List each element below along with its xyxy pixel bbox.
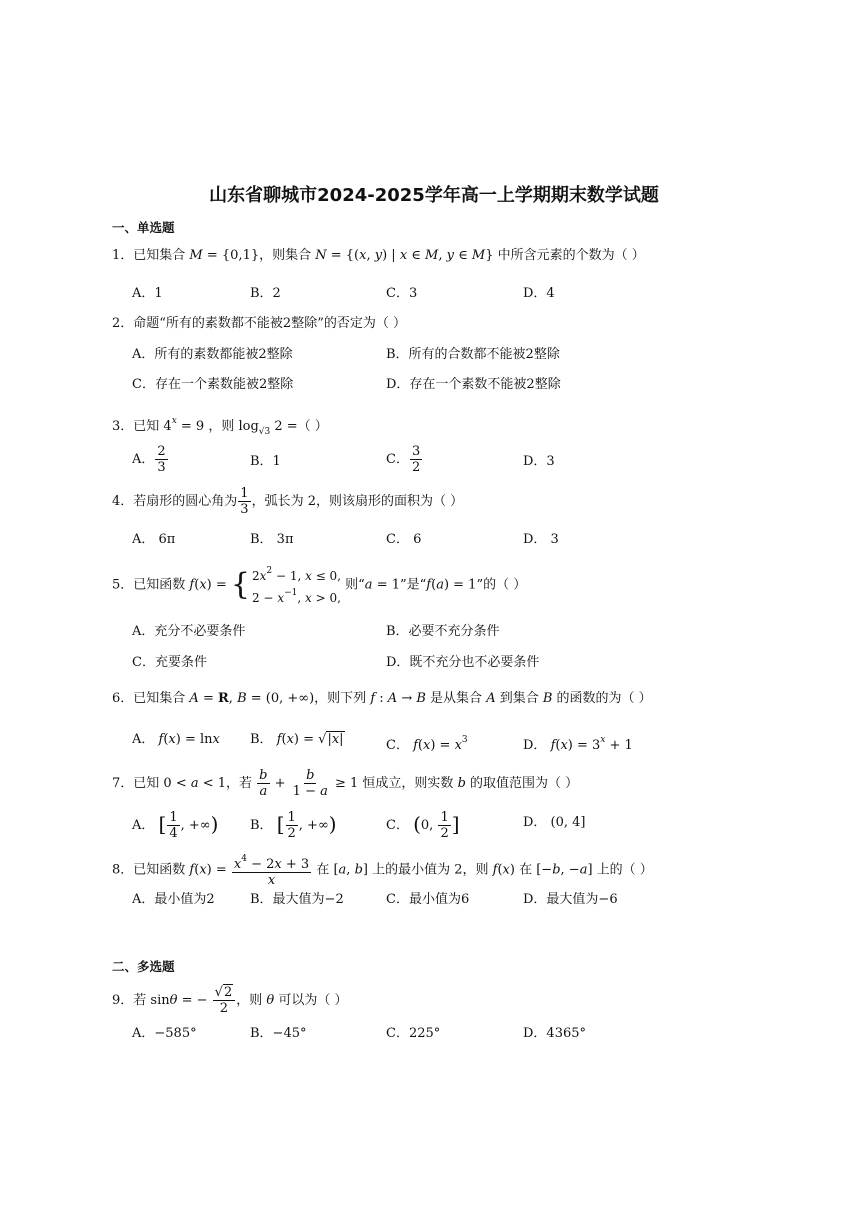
question-4-option-d: D． 3 xyxy=(523,532,559,547)
question-number: 1． xyxy=(112,248,134,263)
question-3-option-d: D．3 xyxy=(523,454,555,469)
question-number: 7． xyxy=(112,776,134,791)
question-4-option-c: C． 6 xyxy=(386,532,422,547)
question-9-option-d: D．4365° xyxy=(523,1026,587,1041)
question-5-option-b: B．必要不充分条件 xyxy=(386,624,500,639)
question-3-stem: 3．已知 $4^x = 9$ ，则 $\log_{√3} 2$ =（ ） xyxy=(112,416,328,437)
question-8-option-a: A．最小值为2 xyxy=(132,892,215,907)
question-3-option-a: A． $\frac{2}{3}$ xyxy=(132,444,166,475)
question-2-stem xyxy=(112,314,406,334)
question-8-option-b: B．最大值为−2 xyxy=(250,892,344,907)
question-2-option-b: B．所有的合数都不能被2整除 xyxy=(386,347,560,362)
question-5-stem: 5．已知函数 f(x) = { $2x^2 - 1$, x ≤ 0, $2 - x^{-1}$, x > 0, 则“a = 1”是“f(a) = 1”的（ ） xyxy=(112,566,527,605)
question-1-option-b: B．2 xyxy=(250,286,281,301)
question-2-option-a: A．所有的素数都能被2整除 xyxy=(132,347,293,362)
question-number: 5． xyxy=(112,577,134,593)
question-number: 9． xyxy=(112,993,134,1008)
question-9-option-a: A．−585° xyxy=(132,1026,197,1041)
question-9-option-b: B．−45° xyxy=(250,1026,307,1041)
question-number: 2． xyxy=(112,316,134,331)
question-4-option-a: A． 6π xyxy=(132,532,176,547)
section-heading-multi: 二、多选题 xyxy=(112,959,175,974)
question-1-stem: 1．已知集合 M = {0,1}，则集合 N = {(x, y) | x ∈ M, y ∈ M} 中所含元素的个数为（ ） xyxy=(112,248,645,263)
page-title: 山东省聊城市2024-2025学年高一上学期期末数学试题 xyxy=(209,185,659,206)
question-9-stem: 9．若 sinθ = − $\frac{√2}{2}$ ，则 θ 可以为（ ） xyxy=(112,985,348,1016)
question-1-option-d: D．4 xyxy=(523,286,555,301)
question-text: 命题“所有的素数都不能被2整除”的否定为（ ） xyxy=(133,316,406,331)
question-7-stem: 7．已知 0 < a < 1，若 $\frac{b}{a}$ + $\frac{b}{1 - a}$ ≥ 1 恒成立，则实数 b 的取值范围为（ ） xyxy=(112,768,579,799)
question-5-option-c: C．充要条件 xyxy=(132,655,207,670)
question-3-option-c: C． $\frac{3}{2}$ xyxy=(386,444,421,475)
question-8-option-d: D．最大值为−6 xyxy=(523,892,618,907)
question-6-option-a: A． f(x) = lnx xyxy=(132,732,220,747)
question-6-option-c: C． $f(x) = x^3$ xyxy=(386,735,468,753)
question-8-stem: 8．已知函数 f(x) = $\frac{x^4 - 2x + 3}{x}$ 在 [a, b] 上的最小值为 2，则 f(x) 在 [−b, −a] 上的（ ） xyxy=(112,854,653,888)
question-6-option-d: D． $f(x) = 3^x + 1$ xyxy=(523,735,633,753)
question-6-option-b: B． f(x) = √|x| xyxy=(250,732,344,747)
question-7-option-b: B． [ $\frac{1}{2}$ , +∞) xyxy=(250,810,337,841)
question-number: 3． xyxy=(112,419,134,434)
question-number: 8． xyxy=(112,862,134,878)
question-2-option-d: D．存在一个素数不能被2整除 xyxy=(386,377,561,392)
question-6-stem: 6．已知集合 A = R, B = (0, +∞)，则下列 f : A → B 是从集合 A 到集合 B 的函数的为（ ） xyxy=(112,691,652,706)
question-1-option-a: A．1 xyxy=(132,286,163,301)
question-number: 6． xyxy=(112,691,134,706)
question-7-option-a: A． [ $\frac{1}{4}$ , +∞) xyxy=(132,810,219,841)
question-5-option-a: A．充分不必要条件 xyxy=(132,624,246,639)
question-2-option-c: C．存在一个素数能被2整除 xyxy=(132,377,294,392)
question-8-option-c: C．最小值为6 xyxy=(386,892,470,907)
question-number: 4． xyxy=(112,494,134,509)
question-5-option-d: D．既不充分也不必要条件 xyxy=(386,655,540,670)
question-9-option-c: C．225° xyxy=(386,1026,441,1041)
question-7-option-c: C． (0, $\frac{1}{2}$ ] xyxy=(386,810,460,841)
question-3-option-b: B．1 xyxy=(250,454,281,469)
question-7-option-d: D． (0, 4] xyxy=(523,815,586,830)
section-heading-single: 一、单选题 xyxy=(112,220,175,235)
question-1-option-c: C．3 xyxy=(386,286,418,301)
question-4-stem: 4．若扇形的圆心角为 $\frac{1}{3}$ ，弧长为 2，则该扇形的面积为（ ） xyxy=(112,486,464,517)
question-4-option-b: B． 3π xyxy=(250,532,294,547)
